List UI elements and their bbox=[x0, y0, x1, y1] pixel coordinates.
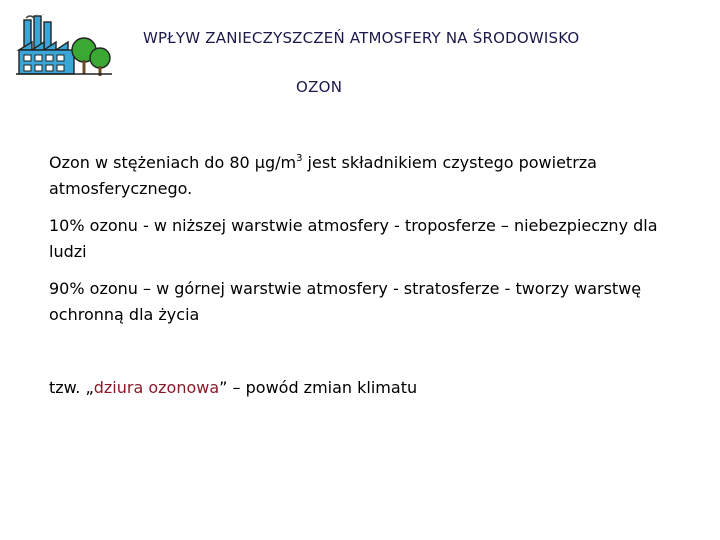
factory-with-trees-icon bbox=[14, 14, 114, 82]
paragraph-ozone-concentration bbox=[49, 150, 689, 202]
page-title: WPŁYW ZANIECZYSZCZEŃ ATMOSFERY NA ŚRODOWISKO bbox=[143, 29, 580, 47]
ozone-hole-highlight: dziura ozonowa bbox=[93, 378, 220, 397]
p1-superscript: 3 bbox=[296, 152, 303, 164]
paragraph-stratosphere: 90% ozonu – w górnej warstwie atmosfery - stratosferze - tworzy warstwę ochronną dla życia bbox=[49, 279, 642, 324]
p4-text-start: tzw. „ bbox=[49, 378, 94, 397]
p1-text-end: jest składnikiem czystego powietrza atmosferycznego. bbox=[49, 153, 597, 198]
page-subtitle: OZON bbox=[296, 78, 343, 96]
paragraph-ozone-hole bbox=[49, 375, 689, 401]
paragraph-troposphere: 10% ozonu - w niższej warstwie atmosfery - troposferze – niebezpieczny dla ludzi bbox=[49, 216, 658, 261]
p1-text-start: Ozon w stężeniach do 80 μg/m bbox=[49, 153, 297, 172]
p4-text-end: ” – powód zmian klimatu bbox=[219, 378, 418, 397]
